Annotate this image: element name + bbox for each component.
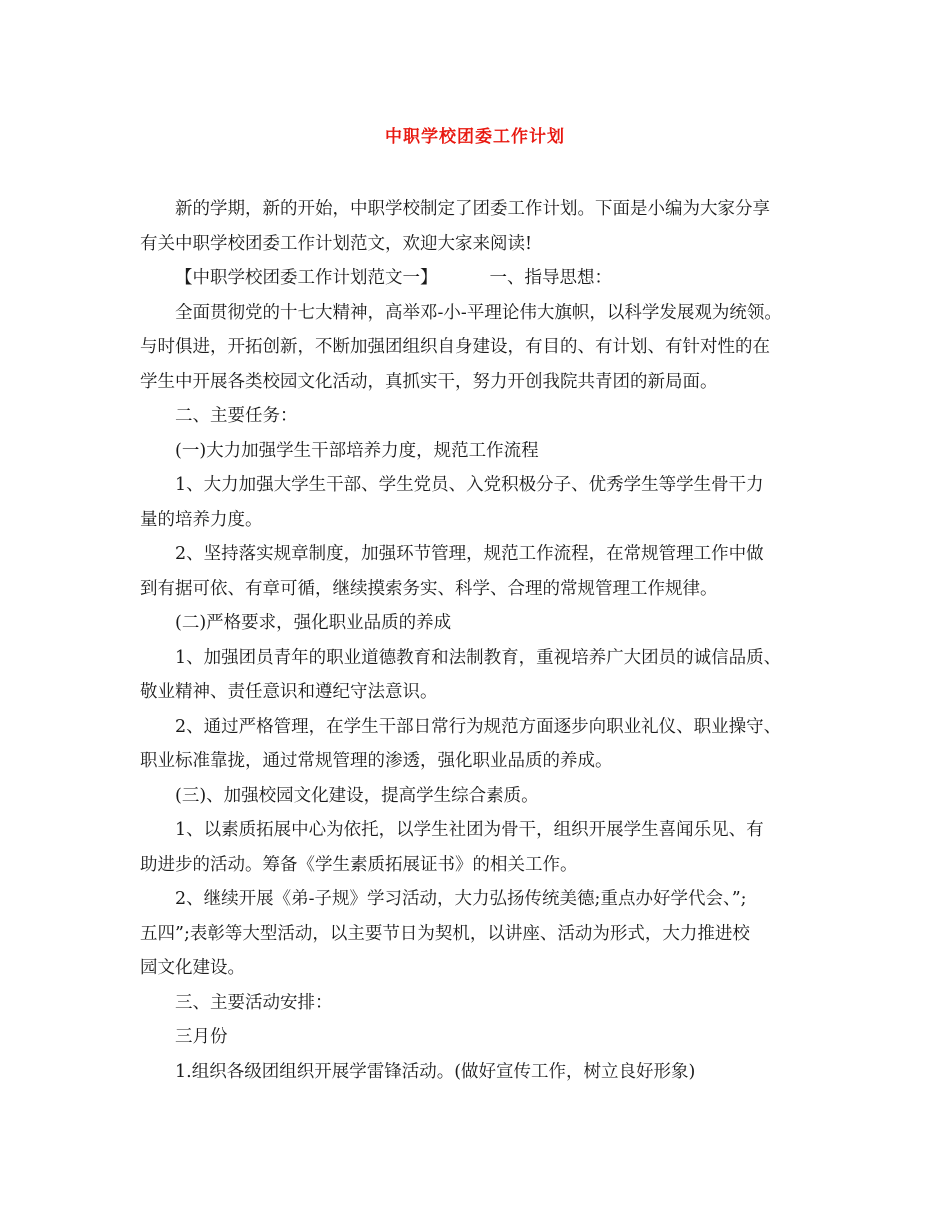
text-line <box>140 572 830 607</box>
text-line-content: 2、继续开展《弟-子规》学习活动，大力弘扬传统美德;重点办好学代会、”; <box>175 889 747 909</box>
text-line <box>140 917 830 952</box>
text-line-content: (一)大力加强学生干部培养力度，规范工作流程 <box>175 440 539 461</box>
text-line-content: 2、坚持落实规章制度，加强环节管理，规范工作流程，在常规管理工作中做 <box>175 544 764 564</box>
text-line-content: 2、通过严格管理，在学生干部日常行为规范方面逐步向职业礼仪、职业操守、 <box>175 716 782 737</box>
text-line-heading: 一、指导思想： <box>489 268 612 288</box>
text-line-content: 二、主要任务： <box>175 406 298 426</box>
text-line-content: 1.组织各级团组织开展学雷锋活动。(做好宣传工作，树立良好形象) <box>175 1061 696 1082</box>
text-line <box>140 744 830 779</box>
text-line <box>140 503 830 538</box>
text-line-content: 园文化建设。 <box>140 958 245 978</box>
text-line <box>140 882 830 917</box>
text-line-content: 三、主要活动安排： <box>175 992 333 1013</box>
text-line <box>140 537 830 572</box>
text-line <box>140 1055 830 1090</box>
text-line <box>140 468 830 503</box>
text-line <box>140 1020 830 1055</box>
text-line-content: 与时俱进，开拓创新，不断加强团组织自身建设，有目的、有计划、有针对性的在 <box>140 337 770 357</box>
text-line-content: 新的学期，新的开始，中职学校制定了团委工作计划。下面是小编为大家分享 <box>175 199 770 219</box>
text-line-content: 1、大力加强大学生干部、学生党员、入党积极分子、优秀学生等学生骨干力 <box>175 475 764 495</box>
text-line <box>140 296 830 331</box>
text-line <box>140 261 830 296</box>
text-line-content: (三)、加强校园文化建设，提高学生综合素质。 <box>175 785 539 806</box>
text-line <box>140 399 830 434</box>
text-line-content: 五四”;表彰等大型活动，以主要节日为契机，以讲座、活动为形式，大力推进校 <box>140 923 750 944</box>
text-line-content: 助进步的活动。筹备《学生素质拓展证书》的相关工作。 <box>140 854 578 875</box>
text-line-content: 到有据可依、有章可循，继续摸索务实、科学、合理的常规管理工作规律。 <box>140 578 718 599</box>
document-body <box>140 192 830 1089</box>
text-line <box>140 779 830 814</box>
text-line <box>140 192 830 227</box>
text-line <box>140 227 830 262</box>
text-line <box>140 848 830 883</box>
text-line <box>140 641 830 676</box>
text-line-content: 量的培养力度。 <box>140 509 263 530</box>
text-line <box>140 813 830 848</box>
document-title: 中职学校团委工作计划 <box>385 127 565 147</box>
text-line-content: 1、加强团员青年的职业道德教育和法制教育，重视培养广大团员的诚信品质、 <box>175 647 782 668</box>
text-line-content: 敬业精神、责任意识和遵纪守法意识。 <box>140 682 438 702</box>
text-line-content: (二)严格要求，强化职业品质的养成 <box>175 613 452 633</box>
text-line <box>140 365 830 400</box>
text-line-content: 学生中开展各类校园文化活动，真抓实干，努力开创我院共青团的新局面。 <box>140 371 718 392</box>
text-line <box>140 330 830 365</box>
text-line <box>140 986 830 1021</box>
text-line <box>140 434 830 469</box>
text-line-content: 1、以素质拓展中心为依托，以学生社团为骨干，组织开展学生喜闻乐见、有 <box>175 820 764 840</box>
text-line <box>140 606 830 641</box>
text-line <box>140 710 830 745</box>
text-line-content: 【中职学校团委工作计划范文一】 <box>175 268 438 288</box>
text-line <box>140 675 830 710</box>
text-line-content: 三月份 <box>175 1027 228 1047</box>
text-line <box>140 951 830 986</box>
text-line-content: 有关中职学校团委工作计划范文，欢迎大家来阅读! <box>140 233 533 254</box>
text-line-content: 全面贯彻党的十七大精神，高举邓-小-平理论伟大旗帜，以科学发展观为统领。 <box>175 302 782 323</box>
text-line-content: 职业标准靠拢，通过常规管理的渗透，强化职业品质的养成。 <box>140 751 613 771</box>
